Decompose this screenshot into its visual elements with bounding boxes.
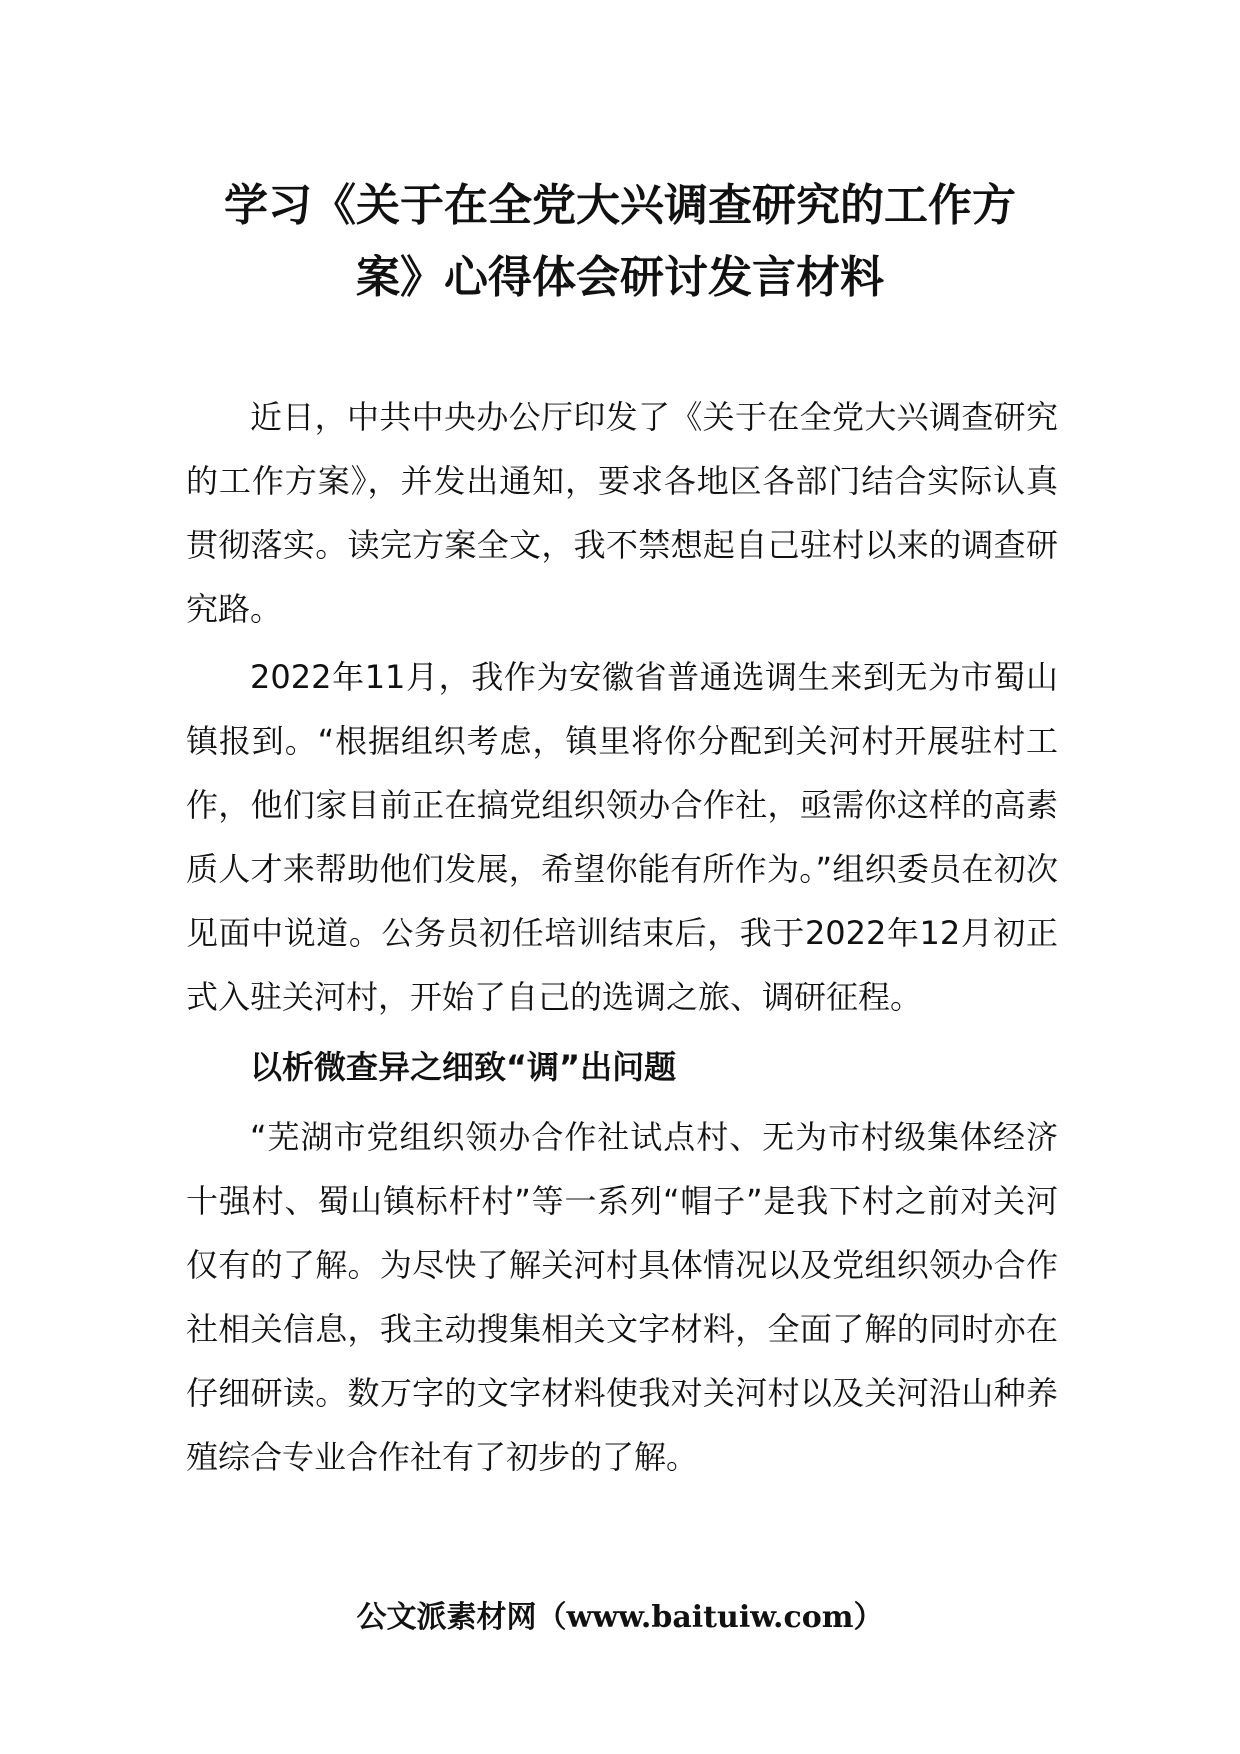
paragraph-section-1: “芜湖市党组织领办合作社试点村、无为市村级集体经济十强村、蜀山镇标杆村”等一系列“帽子”是我下村之前对关河仅有的了解。为尽快了解关河村具体情况以及党组织领办合作社相关信息，我主动搜集相关文字材料，全面了解的同时亦在仔细研读。数万字的文字材料使我对关河村以及关河沿山种养殖综合专业合作社有了初步的了解。: [186, 1118, 1058, 1476]
paragraph-arrival: 2022年11月，我作为安徽省普通选调生来到无为市蜀山镇报到。“根据组织考虑，镇里将你分配到关河村开展驻村工作，他们家目前正在搞党组织领办合作社，亟需你这样的高素质人才来帮助他们发展，希望你能有所作为。”组织委员在初次见面中说道。公务员初任培训结束后，我于2022年12月初正式入驻关河村，开始了自己的选调之旅、调研征程。: [186, 658, 1058, 1016]
title-line-1: 学习《关于在全党大兴调查研究的工作方: [224, 180, 1016, 231]
page-footer-watermark: 公文派素材网（www.baituiw.com）: [356, 1600, 884, 1635]
title-line-2: 案》心得体会研讨发言材料: [356, 252, 884, 303]
document-title: [180, 170, 1060, 314]
document-body: [186, 385, 1058, 1493]
paragraph-intro: 近日，中共中央办公厅印发了《关于在全党大兴调查研究的工作方案》，并发出通知，要求各地区各部门结合实际认真贯彻落实。读完方案全文，我不禁想起自己驻村以来的调查研究路。: [186, 398, 1058, 628]
section-heading: 以析微查异之细致“调”出问题: [250, 1048, 677, 1086]
